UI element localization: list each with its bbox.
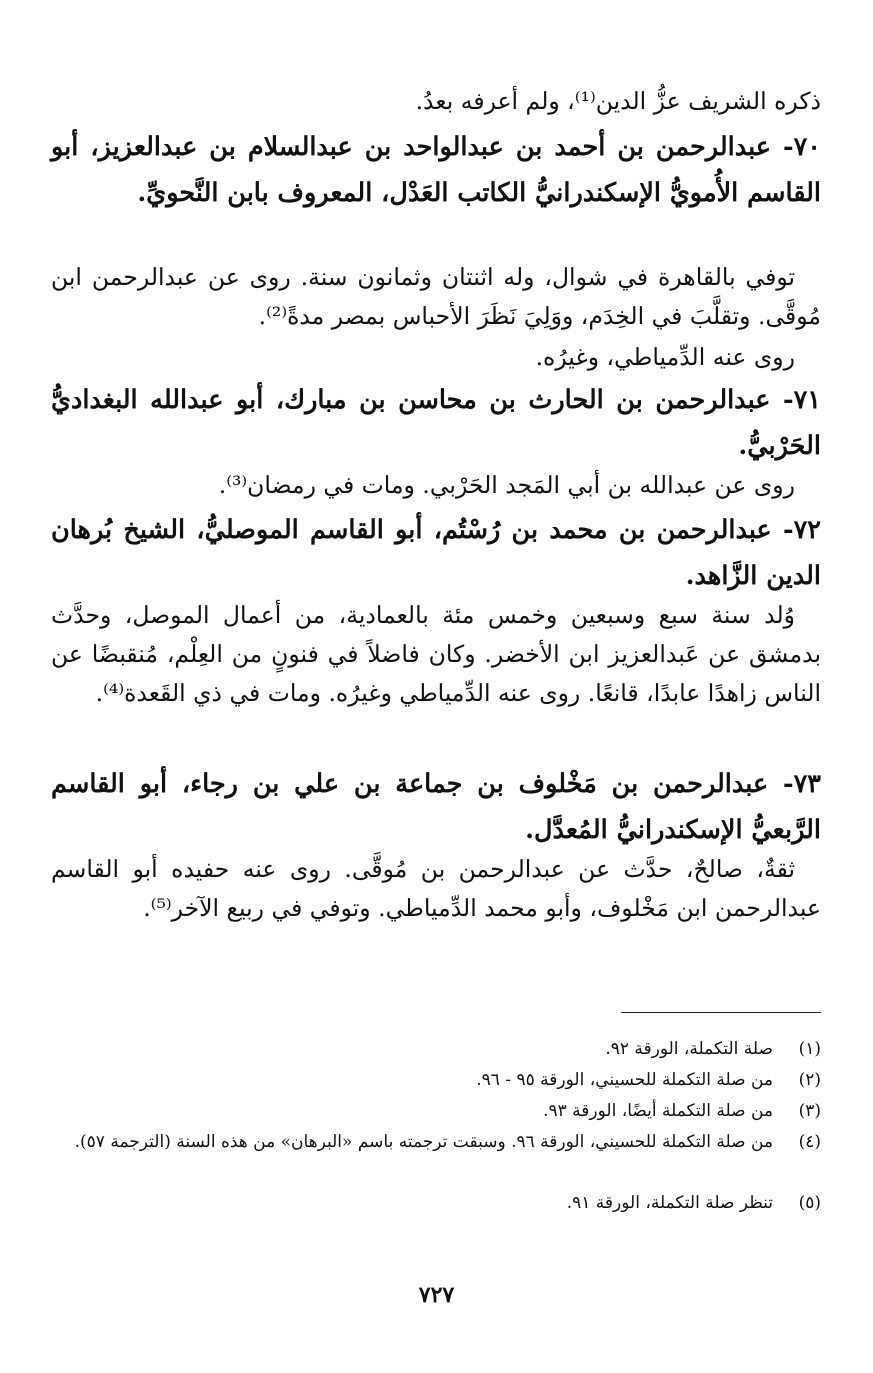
footnote-text: من صلة التكملة أيضًا، الورقة ٩٣. [543, 1101, 773, 1121]
footnote-number: (٥) [798, 1193, 821, 1213]
entry-body-72: وُلد سنة سبع وسبعين وخمس مئة بالعمادية، من أعمال الموصل، وحدَّث بدمشق عن عَبدالعزيز ابن الأخضر. وكان فاضلاً في فنونٍ من العِلْم، مُنقبضًا عن الناس زاهدًا عابدًا، قانعًا. روى عنه الدِّمياطي وغيرُه. ومات في ذي القَعدة⁽⁴⁾. [51, 601, 821, 707]
paragraph-intro: ذكره الشريف عزُّ الدين⁽¹⁾، ولم أعرفه بعدُ. [415, 87, 821, 115]
entry-body-70-narrators: روى عنه الدِّمياطي، وغيرُه. [535, 343, 795, 371]
entry-body-70: توفي بالقاهرة في شوال، وله اثنتان وثمانون سنة. روى عن عبدالرحمن ابن مُوقَّى. وتقلَّبَ في الخِدَم، ووَلِيَ نَظَرَ الأحباس بمصر مدةً⁽²⁾. [51, 263, 821, 330]
footnote-number: (٤) [798, 1132, 821, 1152]
page-number: ٧٢٧ [418, 1282, 455, 1308]
footnote-text: من صلة التكملة للحسيني، الورقة ٩٦. وسبقت ترجمته باسم «البرهان» من هذه السنة (الترجمة ٥٧). [74, 1132, 773, 1152]
entry-heading-73: ٧٣- عبدالرحمن بن مَخْلوف بن جماعة بن علي بن رجاء، أبو القاسم الرَّبعيُّ الإسكندرانيُّ المُعدَّل. [51, 769, 821, 845]
entry-body-73: ثقةٌ، صالحٌ، حدَّث عن عبدالرحمن بن مُوقَّى. روى عنه حفيده أبو القاسم عبدالرحمن ابن مَخْلوف، وأبو محمد الدِّمياطي. وتوفي في ربيع الآخر⁽⁵⁾. [51, 855, 821, 922]
entry-heading-72: ٧٢- عبدالرحمن بن محمد بن رُسْتُم، أبو القاسم الموصليُّ، الشيخ بُرهان الدين الزَّاهد. [51, 515, 821, 591]
footnote-text: من صلة التكملة للحسيني، الورقة ٩٥ - ٩٦. [476, 1070, 773, 1090]
footnote-3 [51, 1098, 821, 1124]
footnote-4 [51, 1129, 821, 1155]
footnote-1 [51, 1036, 821, 1062]
entry-heading-71: ٧١- عبدالرحمن بن الحارث بن محاسن بن مبارك، أبو عبدالله البغداديُّ الحَرْبيُّ. [51, 385, 821, 461]
footnote-separator [621, 1012, 821, 1013]
footnote-text: صلة التكملة، الورقة ٩٢. [605, 1039, 773, 1059]
footnote-number: (١) [798, 1039, 821, 1059]
footnote-number: (٢) [798, 1070, 821, 1090]
footnote-2 [51, 1067, 821, 1093]
entry-heading-70: ٧٠- عبدالرحمن بن أحمد بن عبدالواحد بن عبدالسلام بن عبدالعزيز، أبو القاسم الأُمويُّ الإسكندرانيُّ الكاتب العَدْل، المعروف بابن النَّحويِّ. [51, 132, 821, 208]
footnote-text: تنظر صلة التكملة، الورقة ٩١. [566, 1193, 773, 1213]
entry-body-71: روى عن عبدالله بن أبي المَجد الحَرْبي. ومات في رمضان⁽³⁾. [218, 471, 795, 499]
footnote-5 [51, 1190, 821, 1216]
footnote-number: (٣) [798, 1101, 821, 1121]
